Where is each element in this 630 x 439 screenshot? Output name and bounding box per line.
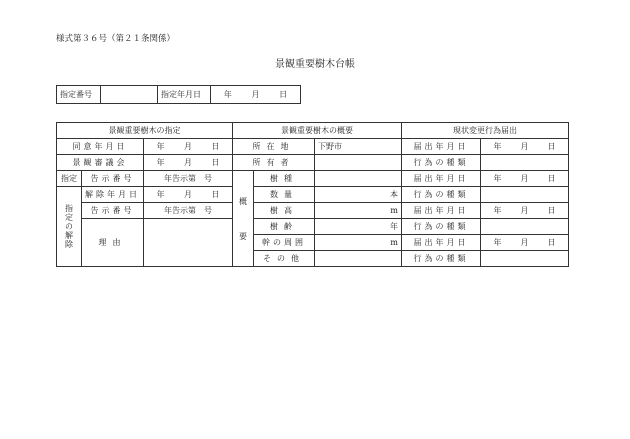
notice-date-value-4[interactable] xyxy=(481,235,569,251)
girth-value[interactable]: m xyxy=(315,235,402,251)
reason-value[interactable] xyxy=(144,219,233,267)
notice-date-value-2[interactable] xyxy=(481,171,569,187)
age-value[interactable]: 年 xyxy=(315,219,402,235)
age-label: 樹齢 xyxy=(254,219,315,235)
date-day-unit: 日 xyxy=(547,141,556,151)
designation-number-label: 指定番号 xyxy=(57,86,101,104)
overview-vertical-char-1: 概 xyxy=(239,196,247,206)
location-label: 所在地 xyxy=(233,139,315,155)
date-year-unit: 年 xyxy=(493,205,502,215)
notice-date-value-3[interactable] xyxy=(481,203,569,219)
count-label: 数量 xyxy=(254,187,315,203)
action-type-value-4[interactable] xyxy=(481,251,569,267)
overview-vertical-char-2: 要 xyxy=(239,231,247,241)
consent-date-label: 同意年月日 xyxy=(57,139,144,155)
height-value[interactable]: m xyxy=(315,203,402,219)
section-change-notice: 現状変更行為届出 xyxy=(402,123,569,139)
action-type-label-2: 行為の種類 xyxy=(402,187,481,203)
designation-date-label: 指定年月日 xyxy=(158,86,211,104)
notice-date-value-1[interactable] xyxy=(481,139,569,155)
species-label: 樹種 xyxy=(254,171,315,187)
notice-number-value-1[interactable]: 年告示第 号 xyxy=(144,171,233,187)
designation-header-table xyxy=(56,85,301,104)
consent-date-value[interactable] xyxy=(144,139,233,155)
release-date-value[interactable] xyxy=(144,187,233,203)
council-label: 景観審議会 xyxy=(57,155,144,171)
action-type-value-1[interactable] xyxy=(481,155,569,171)
date-year-unit: 年 xyxy=(493,173,502,183)
notice-date-label-2: 届出年月日 xyxy=(402,171,481,187)
ledger-table xyxy=(56,122,569,267)
location-value[interactable]: 下野市 xyxy=(315,139,402,155)
release-date-label: 解除年月日 xyxy=(82,187,144,203)
designation-number-value[interactable] xyxy=(101,86,158,104)
section-overview: 景観重要樹木の概要 xyxy=(233,123,402,139)
form-number: 様式第３６号（第２１条関係） xyxy=(56,34,176,44)
date-day-unit: 日 xyxy=(547,173,556,183)
notice-date-label-1: 届出年月日 xyxy=(402,139,481,155)
council-date-value[interactable] xyxy=(144,155,233,171)
action-type-label-1: 行為の種類 xyxy=(402,155,481,171)
date-month-unit: 月 xyxy=(183,141,192,151)
action-type-value-2[interactable] xyxy=(481,187,569,203)
date-month-unit: 月 xyxy=(183,157,192,167)
date-month-unit: 月 xyxy=(520,237,529,247)
date-year-unit: 年 xyxy=(223,89,232,99)
reason-label: 理由 xyxy=(82,219,144,267)
notice-date-label-3: 届出年月日 xyxy=(402,203,481,219)
owner-value[interactable] xyxy=(315,155,402,171)
action-type-label-3: 行為の種類 xyxy=(402,219,481,235)
date-day-unit: 日 xyxy=(211,189,220,199)
date-month-unit: 月 xyxy=(183,189,192,199)
notice-date-label-4: 届出年月日 xyxy=(402,235,481,251)
designation-label: 指定 xyxy=(57,171,82,187)
date-day-unit: 日 xyxy=(547,205,556,215)
date-day-unit: 日 xyxy=(279,89,288,99)
other-label: その他 xyxy=(254,251,315,267)
date-day-unit: 日 xyxy=(211,141,220,151)
date-year-unit: 年 xyxy=(156,157,165,167)
date-month-unit: 月 xyxy=(520,141,529,151)
date-day-unit: 日 xyxy=(547,237,556,247)
owner-label: 所有者 xyxy=(233,155,315,171)
girth-label: 幹の周囲 xyxy=(254,235,315,251)
date-year-unit: 年 xyxy=(493,237,502,247)
species-value[interactable] xyxy=(315,171,402,187)
date-month-unit: 月 xyxy=(251,89,260,99)
release-vertical-label xyxy=(57,187,82,267)
date-month-unit: 月 xyxy=(520,205,529,215)
date-day-unit: 日 xyxy=(211,157,220,167)
date-year-unit: 年 xyxy=(156,141,165,151)
designation-date-value[interactable] xyxy=(211,86,301,104)
notice-number-value-2[interactable]: 年告示第 号 xyxy=(144,203,233,219)
release-vertical-text: 指定の解除 xyxy=(64,204,74,249)
page-title: 景観重要樹木台帳 xyxy=(275,59,355,70)
action-type-label-4: 行為の種類 xyxy=(402,251,481,267)
date-month-unit: 月 xyxy=(520,173,529,183)
date-year-unit: 年 xyxy=(493,141,502,151)
date-year-unit: 年 xyxy=(156,189,165,199)
notice-number-label-2: 告示番号 xyxy=(82,203,144,219)
notice-number-label-1: 告示番号 xyxy=(82,171,144,187)
action-type-value-3[interactable] xyxy=(481,219,569,235)
other-value[interactable] xyxy=(315,251,402,267)
section-designation: 景観重要樹木の指定 xyxy=(57,123,233,139)
overview-vertical-label xyxy=(233,171,254,267)
count-value[interactable]: 本 xyxy=(315,187,402,203)
height-label: 樹高 xyxy=(254,203,315,219)
